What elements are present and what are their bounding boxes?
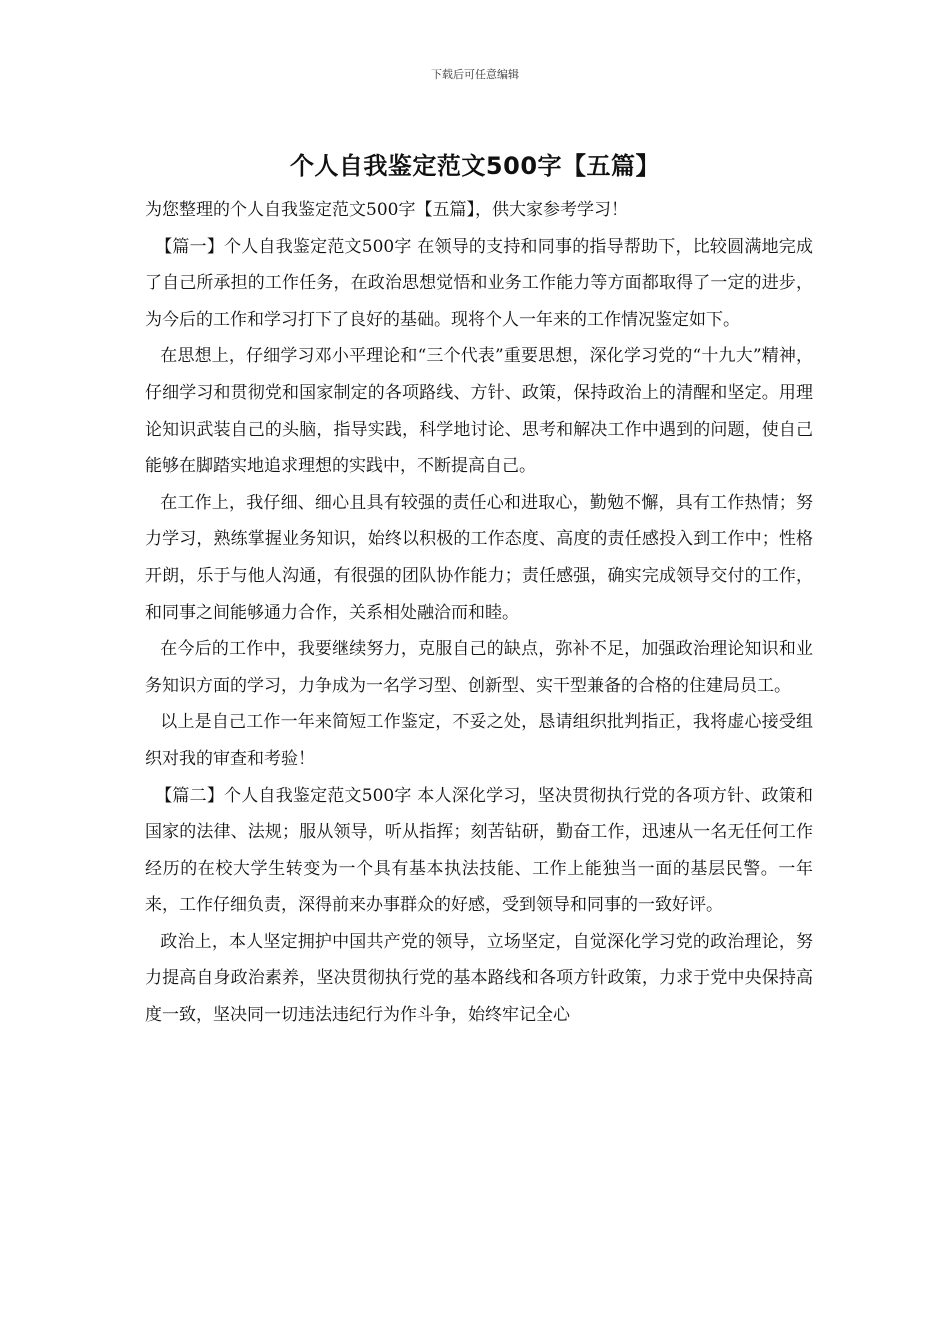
closing-paragraph: 以上是自己工作一年来简短工作鉴定，不妥之处，恳请组织批判指正，我将虚心接受组织对我的审查和考验！ [145,712,813,769]
page-header-note: 下载后可任意编辑 [431,68,519,81]
thinking-paragraph: 在思想上，仔细学习邓小平理论和“三个代表”重要思想，深化学习党的“十九大”精神，仔细学习和贯彻党和国家制定的各项路线、方针、政策，保持政治上的清醒和坚定。用理论知识武装自己的头脑，指导实践，科学地讨论、思考和解决工作中遇到的问题，使自己能够在脚踏实地追求理想的实践中，不断提高自己。 [145,346,813,477]
politics-paragraph: 政治上，本人坚定拥护中国共产党的领导，立场坚定，自觉深化学习党的政治理论，努力提高自身政治素养，坚决贯彻执行党的基本路线和各项方针政策，力求于党中央保持高度一致，坚决同一切违法违纪行为作斗争，始终牢记全心 [145,931,813,1026]
intro-paragraph: 为您整理的个人自我鉴定范文500字【五篇】，供大家参考学习！ [145,200,628,220]
section-two-paragraph: 【篇二】个人自我鉴定范文500字 本人深化学习，坚决贯彻执行党的各项方针、政策和国家的法律、法规；服从领导，听从指挥；刻苦钻研，勤奋工作，迅速从一名无任何工作经历的在校大学生转变为一个具有基本执法技能、工作上能独当一面的基层民警。一年来，工作仔细负责，深得前来办事群众的好感，受到领导和同事的一致好评。 [145,785,813,916]
work-paragraph: 在工作上，我仔细、细心且具有较强的责任心和进取心，勤勉不懈，具有工作热情；努力学习，熟练掌握业务知识，始终以积极的工作态度、高度的责任感投入到工作中；性格开朗，乐于与他人沟通，有很强的团队协作能力；责任感强，确实完成领导交付的工作，和同事之间能够通力合作，关系相处融洽而和睦。 [145,492,813,623]
document-title: 个人自我鉴定范文500字【五篇】 [289,152,661,180]
future-paragraph: 在今后的工作中，我要继续努力，克服自己的缺点，弥补不足，加强政治理论知识和业务知识方面的学习，力争成为一名学习型、创新型、实干型兼备的合格的住建局员工。 [145,639,813,696]
document-body [145,192,813,1034]
section-one-paragraph: 【篇一】个人自我鉴定范文500字 在领导的支持和同事的指导帮助下，比较圆满地完成了自己所承担的工作任务，在政治思想觉悟和业务工作能力等方面都取得了一定的进步，为今后的工作和学习打下了良好的基础。现将个人一年来的工作情况鉴定如下。 [145,236,813,330]
